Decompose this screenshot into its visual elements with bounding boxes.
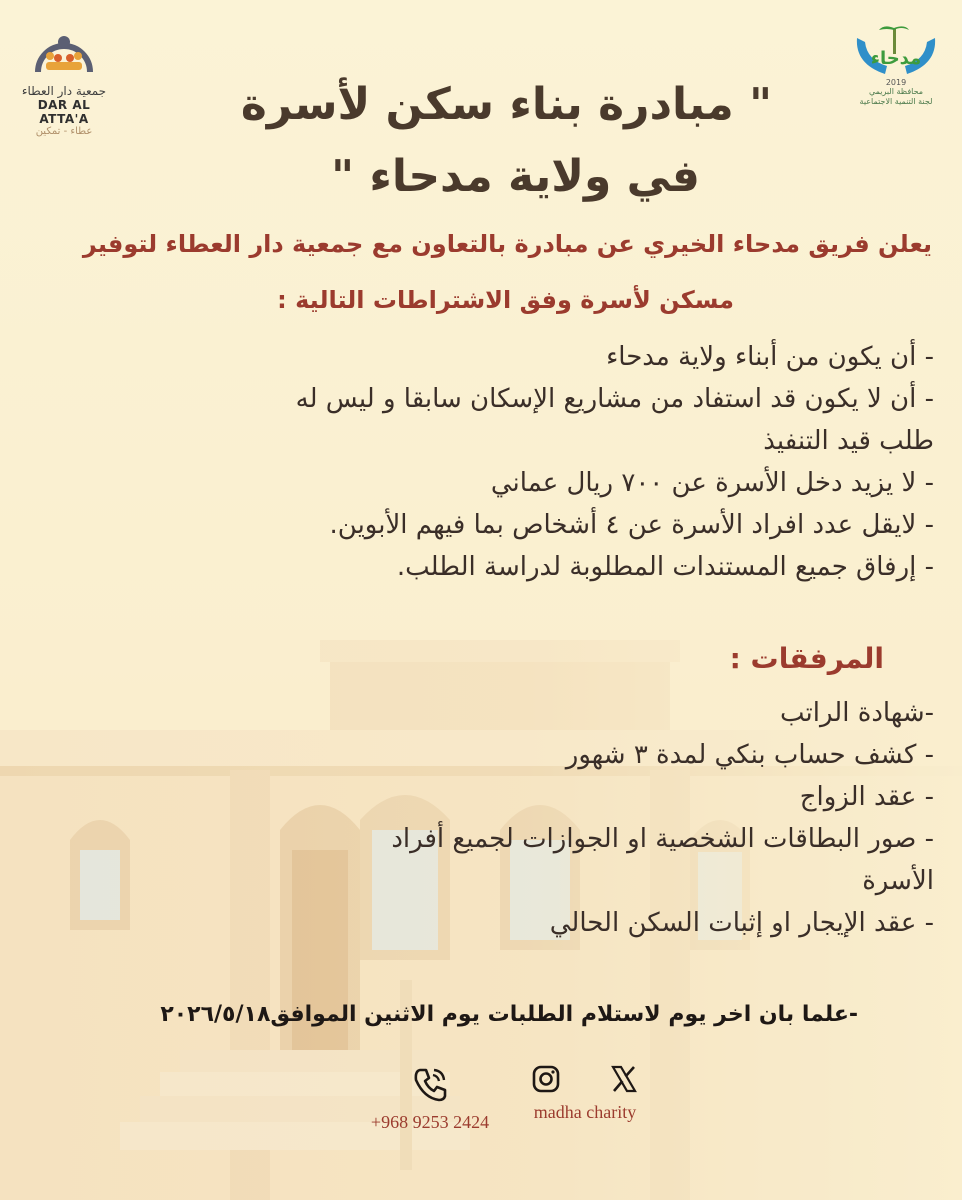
logo-left-name-en: DAR AL ATTA'A xyxy=(37,98,91,126)
attachment-item: - عقد الإيجار او إثبات السكن الحالي xyxy=(549,908,934,938)
attachment-item: الأسرة xyxy=(862,866,934,896)
phone-icon xyxy=(410,1064,450,1104)
deadline-note: -علما بان اخر يوم لاستلام الطلبات يوم الاثنين الموافق٢٠٢٦/٥/١٨ xyxy=(160,1002,858,1027)
logo-left-tagline: عطاء - تمكين xyxy=(35,126,93,137)
attachments-list xyxy=(14,692,934,944)
intro-line-2: مسكن لأسرة وفق الاشتراطات التالية : xyxy=(277,286,734,314)
social-contact[interactable] xyxy=(510,1064,660,1123)
condition-item: - أن لا يكون قد استفاد من مشاريع الإسكان سابقا و ليس له xyxy=(295,384,934,414)
hands-palm-icon xyxy=(851,18,941,80)
phone-contact[interactable] xyxy=(350,1064,510,1133)
dar-al-ataa-logo xyxy=(14,20,114,137)
instagram-icon[interactable] xyxy=(531,1064,561,1094)
condition-item: - لا يزيد دخل الأسرة عن ٧٠٠ ريال عماني xyxy=(490,468,934,498)
condition-item: - إرفاق جميع المستندات المطلوبة لدراسة الطلب. xyxy=(396,552,934,582)
attachment-item: -شهادة الراتب xyxy=(779,698,934,728)
attachment-item: - عقد الزواج xyxy=(799,782,934,812)
intro-line-1: يعلن فريق مدحاء الخيري عن مبادرة بالتعاون مع جمعية دار العطاء لتوفير xyxy=(82,230,932,258)
madha-logo xyxy=(848,18,944,107)
logo-left-name-ar: جمعية دار العطاء xyxy=(21,84,107,98)
phone-number: +968 9253 2424 xyxy=(370,1112,490,1132)
logo-right-sub2: لجنة التنمية الاجتماعية xyxy=(859,97,933,106)
attachments-heading: المرفقات : xyxy=(729,642,884,675)
logo-right-year: 2019 xyxy=(885,78,907,87)
x-icon[interactable] xyxy=(609,1064,639,1094)
title-line-1: " مبادرة بناء سكن لأسرة xyxy=(240,79,772,130)
title-line-2: في ولاية مدحاء " xyxy=(331,151,700,202)
charity-emblem-icon xyxy=(32,20,96,80)
attachment-item: - صور البطاقات الشخصية او الجوازات لجميع أفراد xyxy=(391,824,934,854)
social-handle: madha charity xyxy=(533,1102,637,1122)
condition-item: - أن يكون من أبناء ولاية مدحاء xyxy=(606,342,934,372)
conditions-list xyxy=(14,336,934,588)
logo-right-sub1: محافظة البريمي xyxy=(868,87,924,96)
condition-item: طلب قيد التنفيذ xyxy=(763,426,934,456)
condition-item: - لايقل عدد افراد الأسرة عن ٤ أشخاص بما فيهم الأبوين. xyxy=(329,510,934,540)
madha-logo-name: مدحاء xyxy=(870,48,922,69)
attachment-item: - كشف حساب بنكي لمدة ٣ شهور xyxy=(565,740,934,770)
